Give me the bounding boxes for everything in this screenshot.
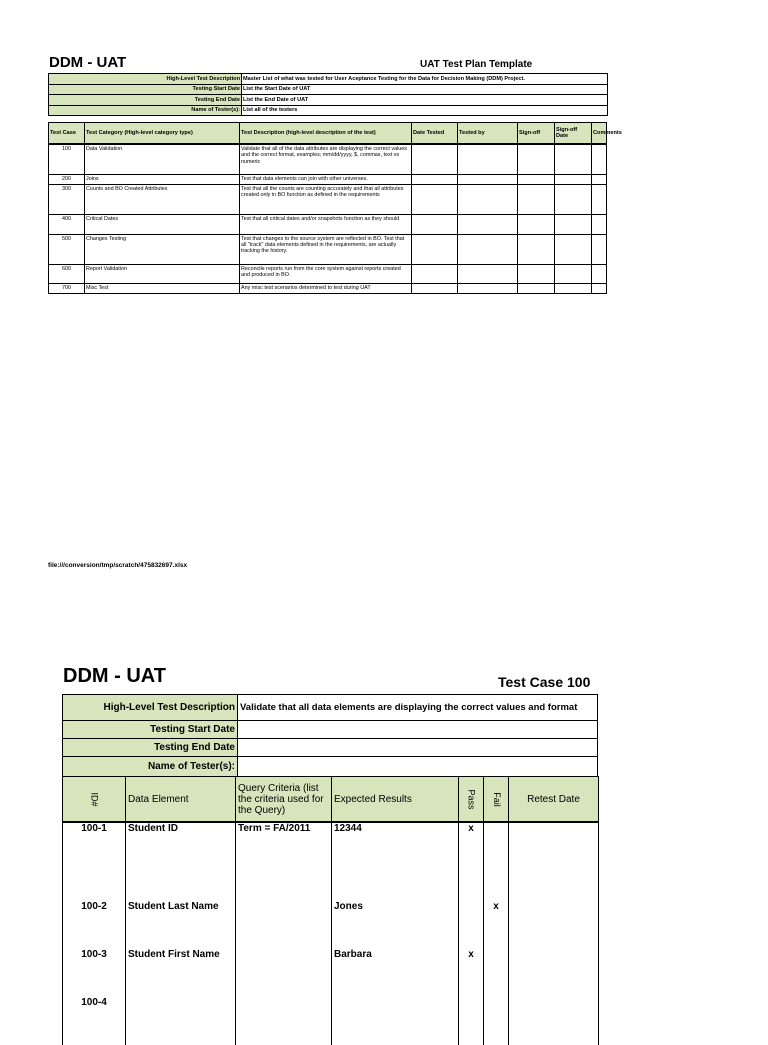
step-expected[interactable]: Jones: [332, 901, 459, 949]
test-description: Test that all critical dates and/or snapshots function as they should: [240, 214, 412, 234]
test-case-header-table: [62, 694, 598, 777]
step-retest-date[interactable]: [509, 822, 599, 901]
step-query[interactable]: [236, 949, 332, 997]
test-description: Validate that all of the data attributes are displaying the correct values and the correct format, examples; mm/dd/yyyy, $, commas, text vs numeric: [240, 144, 412, 174]
step-retest-date[interactable]: [509, 949, 599, 997]
test-case-id: 300: [49, 184, 85, 214]
header-value[interactable]: Master List of what was tested for User Aceptance Testing for the Data for Decision Making (DDM) Project.: [242, 74, 608, 85]
step-pass[interactable]: [459, 997, 484, 1045]
tested-by[interactable]: [458, 214, 518, 234]
column-header: Sign-off Date: [555, 123, 592, 145]
step-fail[interactable]: [484, 949, 509, 997]
step-retest-date[interactable]: [509, 901, 599, 949]
test-description: Test that changes to the source system are reflected in BO. Test that all "track" data elements defined in the requirements, are actually tracking the history.: [240, 234, 412, 264]
header-row: [63, 757, 598, 777]
column-header-element: Data Element: [126, 777, 236, 823]
test-case-table: [48, 122, 622, 294]
header-row: [49, 84, 608, 95]
test-step-table: [62, 776, 599, 1045]
test-case-row: [49, 264, 607, 283]
header-label: High-Level Test Description: [49, 74, 242, 85]
header-value[interactable]: Validate that all data elements are displaying the correct values and format: [238, 695, 598, 721]
step-id: 100-2: [63, 901, 126, 949]
step-query[interactable]: [236, 901, 332, 949]
column-header: Test Description (high-level description of the test): [240, 123, 412, 145]
test-category: Joins: [85, 174, 240, 184]
header-label: Testing Start Date: [63, 721, 238, 739]
header-value[interactable]: [238, 757, 598, 777]
header-label: Testing Start Date: [49, 84, 242, 95]
sign-off[interactable]: [518, 144, 555, 174]
sign-off-date[interactable]: [555, 234, 592, 264]
sign-off-date[interactable]: [555, 184, 592, 214]
date-tested[interactable]: [412, 144, 458, 174]
test-category: Counts and BO Created Attributes: [85, 184, 240, 214]
header-label: Name of Tester(s):: [49, 105, 242, 116]
date-tested[interactable]: [412, 283, 458, 293]
sign-off-date[interactable]: [555, 174, 592, 184]
sign-off[interactable]: [518, 174, 555, 184]
comments[interactable]: [592, 144, 607, 174]
step-id: 100-4: [63, 997, 126, 1045]
step-fail[interactable]: [484, 822, 509, 901]
sign-off-date[interactable]: [555, 264, 592, 283]
column-header-query: Query Criteria (list the criteria used for the Query): [236, 777, 332, 823]
test-case-row: [49, 214, 607, 234]
step-element[interactable]: Student Last Name: [126, 901, 236, 949]
test-case-id: 500: [49, 234, 85, 264]
date-tested[interactable]: [412, 264, 458, 283]
test-category: Misc Test: [85, 283, 240, 293]
step-element[interactable]: Student First Name: [126, 949, 236, 997]
column-header-pass: Pass: [459, 777, 484, 823]
comments[interactable]: [592, 283, 607, 293]
column-header-row: [63, 777, 599, 823]
sign-off[interactable]: [518, 283, 555, 293]
column-header-id: ID#: [63, 777, 126, 823]
test-case-row: [49, 184, 607, 214]
header-value[interactable]: [238, 721, 598, 739]
header-value[interactable]: List the Start Date of UAT: [242, 84, 608, 95]
test-step-row: [63, 822, 599, 901]
step-pass[interactable]: [459, 901, 484, 949]
column-header: Test Case: [49, 123, 85, 145]
column-header: Sign-off: [518, 123, 555, 145]
sign-off[interactable]: [518, 184, 555, 214]
column-header-row: [49, 123, 607, 145]
date-tested[interactable]: [412, 234, 458, 264]
comments[interactable]: [592, 234, 607, 264]
test-case-id: 600: [49, 264, 85, 283]
date-tested[interactable]: [412, 214, 458, 234]
tested-by[interactable]: [458, 184, 518, 214]
tested-by[interactable]: [458, 234, 518, 264]
test-case-id: 400: [49, 214, 85, 234]
date-tested[interactable]: [412, 174, 458, 184]
header-value[interactable]: List all of the testers: [242, 105, 608, 116]
test-description: Any misc test scenarios determined to test during UAT: [240, 283, 412, 293]
header-row: [63, 721, 598, 739]
step-id: 100-1: [63, 822, 126, 901]
test-case-id: 700: [49, 283, 85, 293]
tested-by[interactable]: [458, 264, 518, 283]
test-category: Changes Testing: [85, 234, 240, 264]
file-path: file:///conversion/tmp/scratch/475832697.xlsx: [48, 562, 188, 569]
step-element[interactable]: [126, 997, 236, 1045]
comments[interactable]: [592, 184, 607, 214]
test-step-row: [63, 901, 599, 949]
test-case-id: 200: [49, 174, 85, 184]
step-pass[interactable]: x: [459, 822, 484, 901]
comments[interactable]: [592, 264, 607, 283]
header-row: [49, 95, 608, 106]
test-description: Test that all the counts are counting accurately and that all attributes created only in BO function as defined in the requirements: [240, 184, 412, 214]
step-element[interactable]: Student ID: [126, 822, 236, 901]
header-label: High-Level Test Description: [63, 695, 238, 721]
header-value[interactable]: List the End Date of UAT: [242, 95, 608, 106]
sign-off[interactable]: [518, 264, 555, 283]
test-case-row: [49, 234, 607, 264]
step-expected[interactable]: Barbara: [332, 949, 459, 997]
test-description: Reconcile reports run from the core system against reports created and produced in BO.: [240, 264, 412, 283]
test-category: Data Validation: [85, 144, 240, 174]
step-fail[interactable]: x: [484, 901, 509, 949]
template-title: UAT Test Plan Template: [420, 59, 533, 70]
test-step-row: [63, 949, 599, 997]
test-category: Critical Dates: [85, 214, 240, 234]
column-header: Comments: [592, 123, 607, 145]
sign-off[interactable]: [518, 234, 555, 264]
step-expected[interactable]: [332, 997, 459, 1045]
date-tested[interactable]: [412, 184, 458, 214]
header-label: Name of Tester(s):: [63, 757, 238, 777]
column-header-expected: Expected Results: [332, 777, 459, 823]
header-row: [49, 105, 608, 116]
column-header: Tested by: [458, 123, 518, 145]
step-expected[interactable]: 12344: [332, 822, 459, 901]
test-case-row: [49, 144, 607, 174]
test-case-number: Test Case 100: [498, 674, 591, 690]
tested-by[interactable]: [458, 283, 518, 293]
step-fail[interactable]: [484, 997, 509, 1045]
column-header-fail: Fail: [484, 777, 509, 823]
column-header: Date Tested: [412, 123, 458, 145]
step-retest-date[interactable]: [509, 997, 599, 1045]
test-case-row: [49, 174, 607, 184]
header-row: [63, 695, 598, 721]
header-row: [63, 739, 598, 757]
header-row: [49, 74, 608, 85]
comments[interactable]: [592, 174, 607, 184]
sign-off-date[interactable]: [555, 214, 592, 234]
tested-by[interactable]: [458, 144, 518, 174]
header-label: Testing End Date: [49, 95, 242, 106]
test-step-row: [63, 997, 599, 1045]
column-header: Test Category (High-level category type): [85, 123, 240, 145]
column-header-retest: Retest Date: [509, 777, 599, 823]
step-pass[interactable]: x: [459, 949, 484, 997]
step-query[interactable]: [236, 997, 332, 1045]
step-query[interactable]: Term = FA/2011: [236, 822, 332, 901]
header-label: Testing End Date: [63, 739, 238, 757]
sign-off[interactable]: [518, 214, 555, 234]
sign-off-date[interactable]: [555, 283, 592, 293]
test-case-page-title: DDM - UAT: [63, 665, 166, 687]
test-case-id: 100: [49, 144, 85, 174]
test-description: Test that data elements can join with other universes.: [240, 174, 412, 184]
sign-off-date[interactable]: [555, 144, 592, 174]
step-id: 100-3: [63, 949, 126, 997]
plan-header-table: [48, 73, 608, 116]
page-title: DDM - UAT: [49, 54, 127, 71]
test-category: Report Validation: [85, 264, 240, 283]
test-case-row: [49, 283, 607, 293]
tested-by[interactable]: [458, 174, 518, 184]
header-value[interactable]: [238, 739, 598, 757]
comments[interactable]: [592, 214, 607, 234]
